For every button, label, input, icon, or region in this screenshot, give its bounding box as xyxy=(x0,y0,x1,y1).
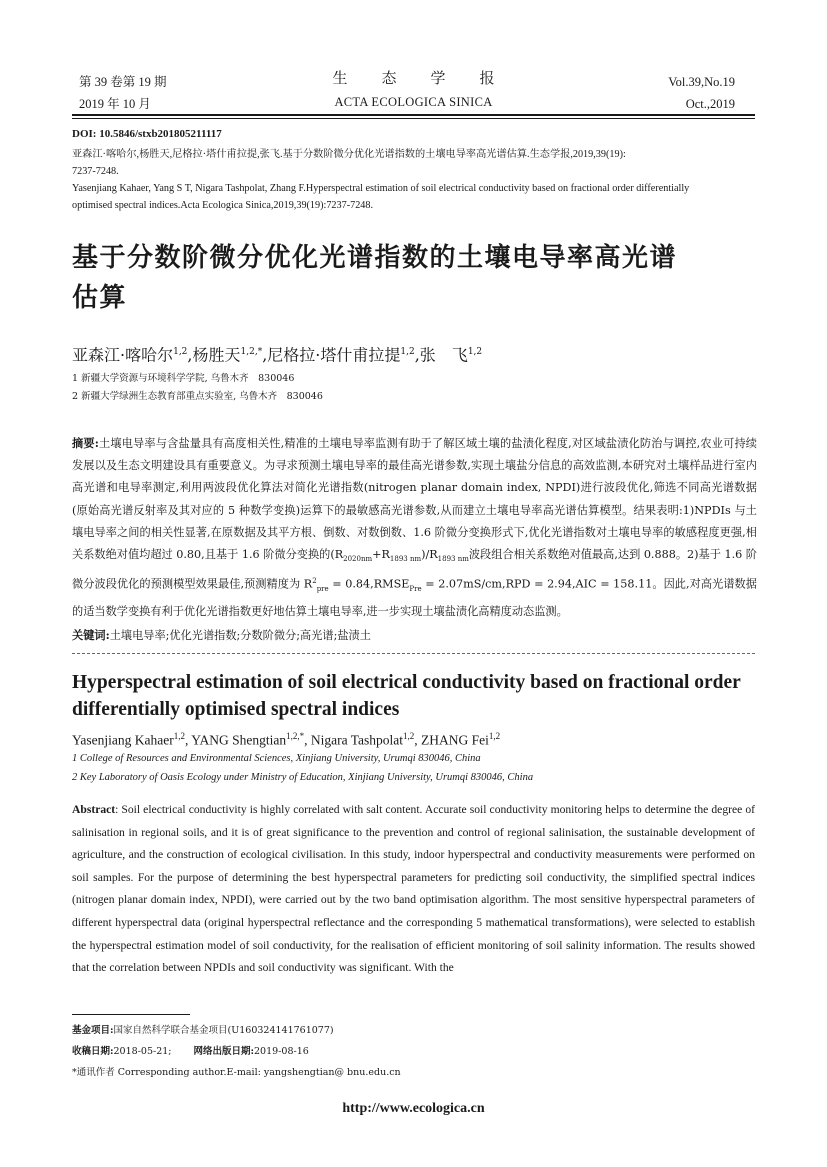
author-cn-3-affil: 1,2 xyxy=(400,347,415,357)
author-cn-3: ,尼格拉·塔什甫拉提 xyxy=(262,345,401,365)
section-divider xyxy=(72,653,755,654)
citation-cn-line-2: 7237-7248. xyxy=(72,166,119,177)
date-cn: 2019 年 10 月 xyxy=(79,97,151,111)
author-en-1: Yasenjiang Kahaer xyxy=(72,732,174,748)
abstract-en-text: : Soil electrical conductivity is highly correlated with salt content. Accurate soil conductivity monitoring helps to determine the degree of salinisation in regional soils, and it is of great significance to the prevention and control of regional salinisation, the sustainable development of agriculture, and the construction of ecological civilisation. In this study, indoor hyperspectral and conductivity measurements were performed on soil samples. For the purpose of determining the best hyperspectral parameters for predicting soil conductivity, the simplified spectral indices (nitrogen planar domain index, NPDI), were carried out by the two band optimisation algorithm. The most sensitive hyperspectral parameters of different hyperspectral data (original hyperspectral reflectance and the corresponding 5 mathematical transformations), were selected to establish the hyperspectral estimation model of soil conductivity, for the realisation of efficient monitoring of soil salinity information. The results showed that the correlation between NPDIs and soil conductivity was significant. With the xyxy=(72,803,755,975)
authors-cn xyxy=(72,340,482,367)
citation-en-line-2: optimised spectral indices.Acta Ecologica Sinica,2019,39(19):7237-7248. xyxy=(72,200,374,211)
abstract-cn-sub-rmse: Pre xyxy=(409,585,422,594)
title-en: Hyperspectral estimation of soil electrical conductivity based on fractional order differentially optimised spectral indices xyxy=(72,672,741,720)
author-cn-2-affil: 1,2,* xyxy=(240,347,263,357)
journal-name xyxy=(300,68,527,114)
volume-en: Vol.39,No.19 xyxy=(668,75,735,89)
online-label: 网络出版日期: xyxy=(193,1046,255,1057)
abstract-cn-sub-r: pre xyxy=(316,585,329,594)
journal-issue-cn xyxy=(79,71,167,115)
doi[interactable]: DOI: 10.5846/stxb201805211117 xyxy=(72,128,222,140)
abstract-en xyxy=(72,799,755,980)
author-cn-1-affil: 1,2 xyxy=(173,347,188,357)
author-en-4-affil: 1,2 xyxy=(488,731,501,741)
abstract-cn-div: )/R xyxy=(421,548,438,562)
abstract-cn-sup-r: 2 xyxy=(312,577,317,586)
abstract-cn-sub-2: 1893 nm xyxy=(389,555,422,564)
online-text: 2019-08-16 xyxy=(254,1046,309,1057)
citation-en-line-1: Yasenjiang Kahaer, Yang S T, Nigara Tashpolat, Zhang F.Hyperspectral estimation of soil electrical conductivity based on fractional order differentially xyxy=(72,183,690,194)
abstract-cn-text-1: 土壤电导率与含盐量具有高度相关性,精准的土壤电导率监测有助于了解区域土壤的盐渍化程度,对区域盐渍化防治与调控,农业可持续发展以及生态文明建设具有重要意义。为寻求预测土壤电导率的最佳高光谱参数,实现土壤盐分信息的高效监测,本研究对土壤样品进行室内高光谱和电导率测定,利用两波段优化算法对简化光谱指数(nitrogen planar domain index, NPDI)进行波段优化,筛选不同高光谱数据(原始高光谱反射率及其对应的 5 种数学变换)运算下的最敏感高光谱参数,从而建立土壤电导率高光谱估算模型。结果表明:1)NPDIs 与土壤电导率之间的相关性显著,在原数据及其平方根、倒数、对数倒数、1.6 阶微分变换形式下,优化光谱指数对土壤电导率的敏感程度更强,相关系数绝对值均超过 0.80,且基于 1.6 阶微分变换的(R xyxy=(72,437,757,562)
header-rule-thin xyxy=(72,118,755,119)
affiliation-en-2: 2 Key Laboratory of Oasis Ecology under Ministry of Education, Xinjiang University, Urumqi 830046, China xyxy=(72,772,534,783)
journal-name-en: ACTA ECOLOGICA SINICA xyxy=(334,95,493,109)
author-cn-2: ,杨胜天 xyxy=(187,345,241,365)
title-cn-line-1: 基于分数阶微分优化光谱指数的土壤电导率高光谱 xyxy=(72,243,678,273)
abstract-cn-label: 摘要: xyxy=(72,436,99,450)
abstract-cn-sub-3: 1893 nm xyxy=(437,555,469,564)
fund-text: 国家自然科学联合基金项目(U160324141761077) xyxy=(113,1025,334,1036)
keywords-cn-label: 关键词: xyxy=(72,628,110,642)
footnote-rule xyxy=(72,1014,190,1015)
fund-label: 基金项目: xyxy=(72,1025,114,1036)
keywords-cn-text: 土壤电导率;优化光谱指数;分数阶微分;高光谱;盐渍土 xyxy=(109,629,371,642)
author-en-1-affil: 1,2 xyxy=(173,731,185,741)
author-cn-4: ,张 飞 xyxy=(414,345,468,365)
affiliation-cn-2: 2 新疆大学绿洲生态教育部重点实验室, 乌鲁木齐 830046 xyxy=(72,391,323,402)
title-cn-line-2: 估算 xyxy=(72,283,128,313)
footer-url[interactable]: http://www.ecologica.cn xyxy=(342,1101,485,1116)
received-text: 2018-05-21; xyxy=(113,1046,172,1057)
journal-name-cn: 生态学报 xyxy=(332,71,529,87)
author-en-2-affil: 1,2,* xyxy=(286,731,305,741)
date-en: Oct.,2019 xyxy=(685,97,735,111)
corresponding-note: *通讯作者 Corresponding author.E-mail: yangshengtian@ bnu.edu.cn xyxy=(72,1067,401,1078)
abstract-cn-sub-1: 2020nm xyxy=(343,555,373,564)
citation-cn-line-1: 亚森江·喀哈尔,杨胜天,尼格拉·塔什甫拉提,张飞.基于分数阶微分优化光谱指数的土壤电导率高光谱估算.生态学报,2019,39(19): xyxy=(72,149,626,160)
header-rule xyxy=(72,114,755,116)
affiliation-cn-1: 1 新疆大学资源与环境科学学院, 乌鲁木齐 830046 xyxy=(72,373,295,384)
author-en-2: , YANG Shengtian xyxy=(184,732,287,748)
author-en-3-affil: 1,2 xyxy=(403,731,415,741)
abstract-cn-text-4: = 2.07mS/cm,RPD = 2.94,AIC = 158.11。因此,对高光谱数据的适当数学变换有利于优化光谱指数更好地估算土壤电导率,进一步实现土壤盐渍化高精度动态监测。 xyxy=(72,578,757,618)
abstract-en-label: Abstract xyxy=(72,803,116,816)
author-en-3: , Nigara Tashpolat xyxy=(304,732,404,748)
volume-cn: 第 39 卷第 19 期 xyxy=(79,75,167,89)
author-cn-1: 亚森江·喀哈尔 xyxy=(72,345,174,365)
abstract-cn-plus: +R xyxy=(372,548,390,562)
affiliation-en-1: 1 College of Resources and Environmental Sciences, Xinjiang University, Urumqi 830046, China xyxy=(72,753,481,764)
received-label: 收稿日期: xyxy=(72,1046,114,1057)
fund-note xyxy=(72,1024,334,1038)
abstract-cn-text-2: 波段组合相关系数绝对值最高,达到 0.888。2)基于 1.6 阶微分波段优化的预测模型效果最佳,预测精度为 R xyxy=(72,548,757,592)
abstract-cn-text-3: = 0.84,RMSE xyxy=(328,578,410,592)
author-en-4: , ZHANG Fei xyxy=(414,732,489,748)
abstract-cn xyxy=(72,432,757,623)
authors-en xyxy=(72,726,500,751)
keywords-cn xyxy=(72,626,371,645)
title-cn xyxy=(72,238,762,318)
dates-note xyxy=(72,1045,309,1059)
author-cn-4-affil: 1,2 xyxy=(467,347,483,357)
journal-issue-en xyxy=(668,71,735,115)
